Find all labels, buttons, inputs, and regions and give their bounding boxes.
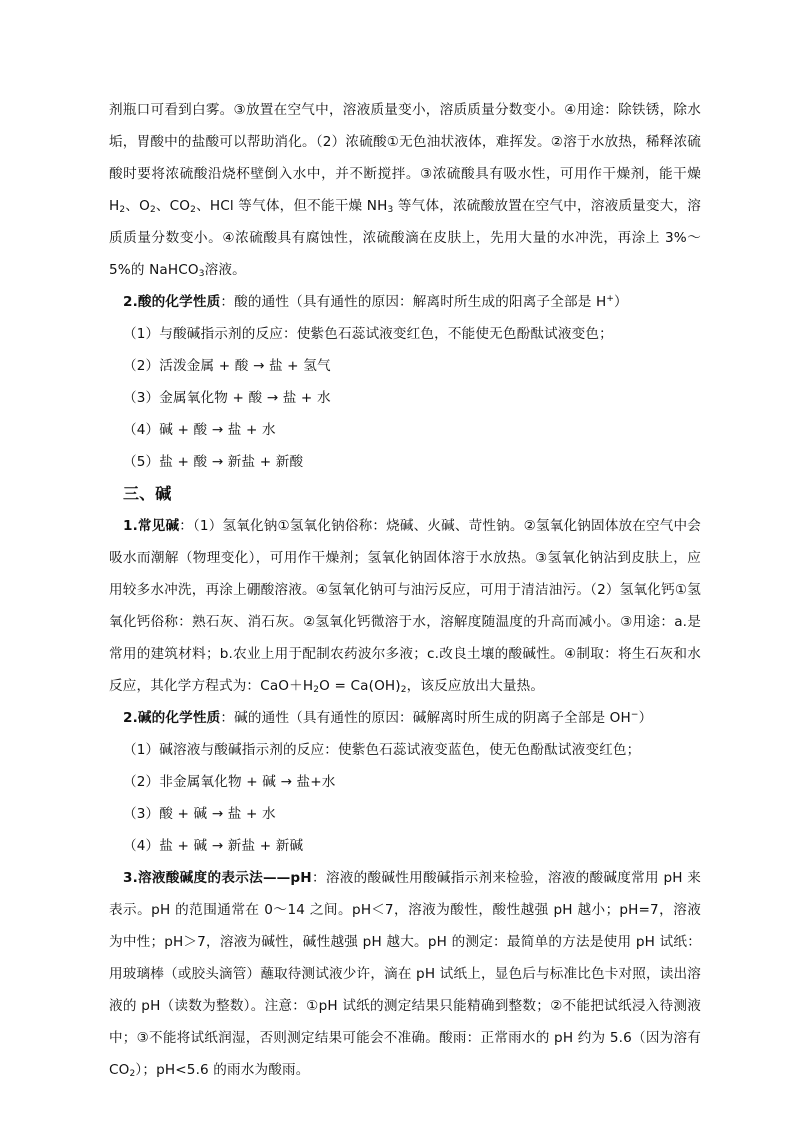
base-properties-heading: 2.碱的化学性质：碱的通性（具有通性的原因：碱解离时所生成的阴离子全部是 OH−） <box>123 710 653 726</box>
paragraph-ph: 3.溶液酸碱度的表示法——pH：溶液的酸碱性用酸碱指示剂来检验，溶液的酸碱度常用 pH 来表示。pH 的范围通常在 0～14 之间。pH＜7，溶液为酸性，酸性越强 pH 越小；pH=7，溶液为中性；pH＞7，溶液为碱性，碱性越强 pH 越大。pH 的测定：最简单的方法是使用 pH 试纸：用玻璃棒（或胶头滴管）蘸取待测试液少许，滴在 pH 试纸上，显色后与标准比色卡对照，读出溶液的 pH（读数为整数）。注意：①pH 试纸的测定结果只能精确到整数；②不能把试纸浸入待测液中；③不能将试纸润湿，否则测定结果可能会不准确。酸雨：正常雨水的 pH 约为 5.6（因为溶有 $CO_2$）；pH<5.6 的雨水为酸雨。 <box>109 870 701 1079</box>
base-property-item: （2）非金属氧化物 + 碱 → 盐+水 <box>123 774 336 790</box>
section-heading-bases: 三、碱 <box>123 484 172 503</box>
acid-property-item: （1）与酸碱指示剂的反应：使紫色石蕊试液变红色，不能使无色酚酞试液变色； <box>123 326 613 342</box>
base-property-item: （4）盐 + 碱 → 新盐 + 新碱 <box>123 838 304 854</box>
paragraph-common-bases: 1.常见碱：（1）氢氧化钠①氢氧化钠俗称：烧碱、火碱、苛性钠。②氢氧化钠固体放在空气中会吸水而潮解（物理变化），可用作干燥剂；氢氧化钠固体溶于水放热。③氢氧化钠沾到皮肤上，应用较多水冲洗，再涂上硼酸溶液。④氢氧化钠可与油污反应，可用于清洁油污。（2）氢氧化钙①氢氧化钙俗称：熟石灰、消石灰。②氢氧化钙微溶于水，溶解度随温度的升高而减小。③用途：a.是常用的建筑材料；b.农业上用于配制农药波尔多液；c.改良土壤的酸碱性。④制取：将生石灰和水反应，其化学方程式为：$CaO+H_2O = Ca(OH)_2$，该反应放出大量热。 <box>109 518 702 695</box>
acid-property-item: （3）金属氧化物 + 酸 → 盐 + 水 <box>123 390 331 406</box>
acid-property-item: （4）碱 + 酸 → 盐 + 水 <box>123 422 276 438</box>
acid-property-item: （5）盐 + 酸 → 新盐 + 新酸 <box>123 454 304 470</box>
document-body <box>109 94 701 1086</box>
acid-property-item: （2）活泼金属 + 酸 → 盐 + 氢气 <box>123 358 331 374</box>
base-property-item: （1）碱溶液与酸碱指示剂的反应：使紫色石蕊试液变蓝色，使无色酚酞试液变红色； <box>123 742 641 758</box>
paragraph-acids-continued: 剂瓶口可看到白雾。③放置在空气中，溶液质量变小，溶质质量分数变小。④用途：除铁锈，除水垢，胃酸中的盐酸可以帮助消化。（2）浓硫酸①无色油状液体，难挥发。②溶于水放热，稀释浓硫酸时要将浓硫酸沿烧杯壁倒入水中，并不断搅拌。③浓硫酸具有吸水性，可用作干燥剂，能干燥 $H_2$、$O_2$、$CO_2$、HCl 等气体，但不能干燥 $NH_3$ 等气体，浓硫酸放置在空气中，溶液质量变大，溶质质量分数变小。④浓硫酸具有腐蚀性，浓硫酸滴在皮肤上，先用大量的水冲洗，再涂上 3%～5%的 NaHCO$_3$溶液。 <box>109 102 701 279</box>
acid-properties-heading: 2.酸的化学性质：酸的通性（具有通性的原因：解离时所生成的阳离子全部是 H+） <box>123 294 628 310</box>
base-property-item: （3）酸 + 碱 → 盐 + 水 <box>123 806 276 822</box>
